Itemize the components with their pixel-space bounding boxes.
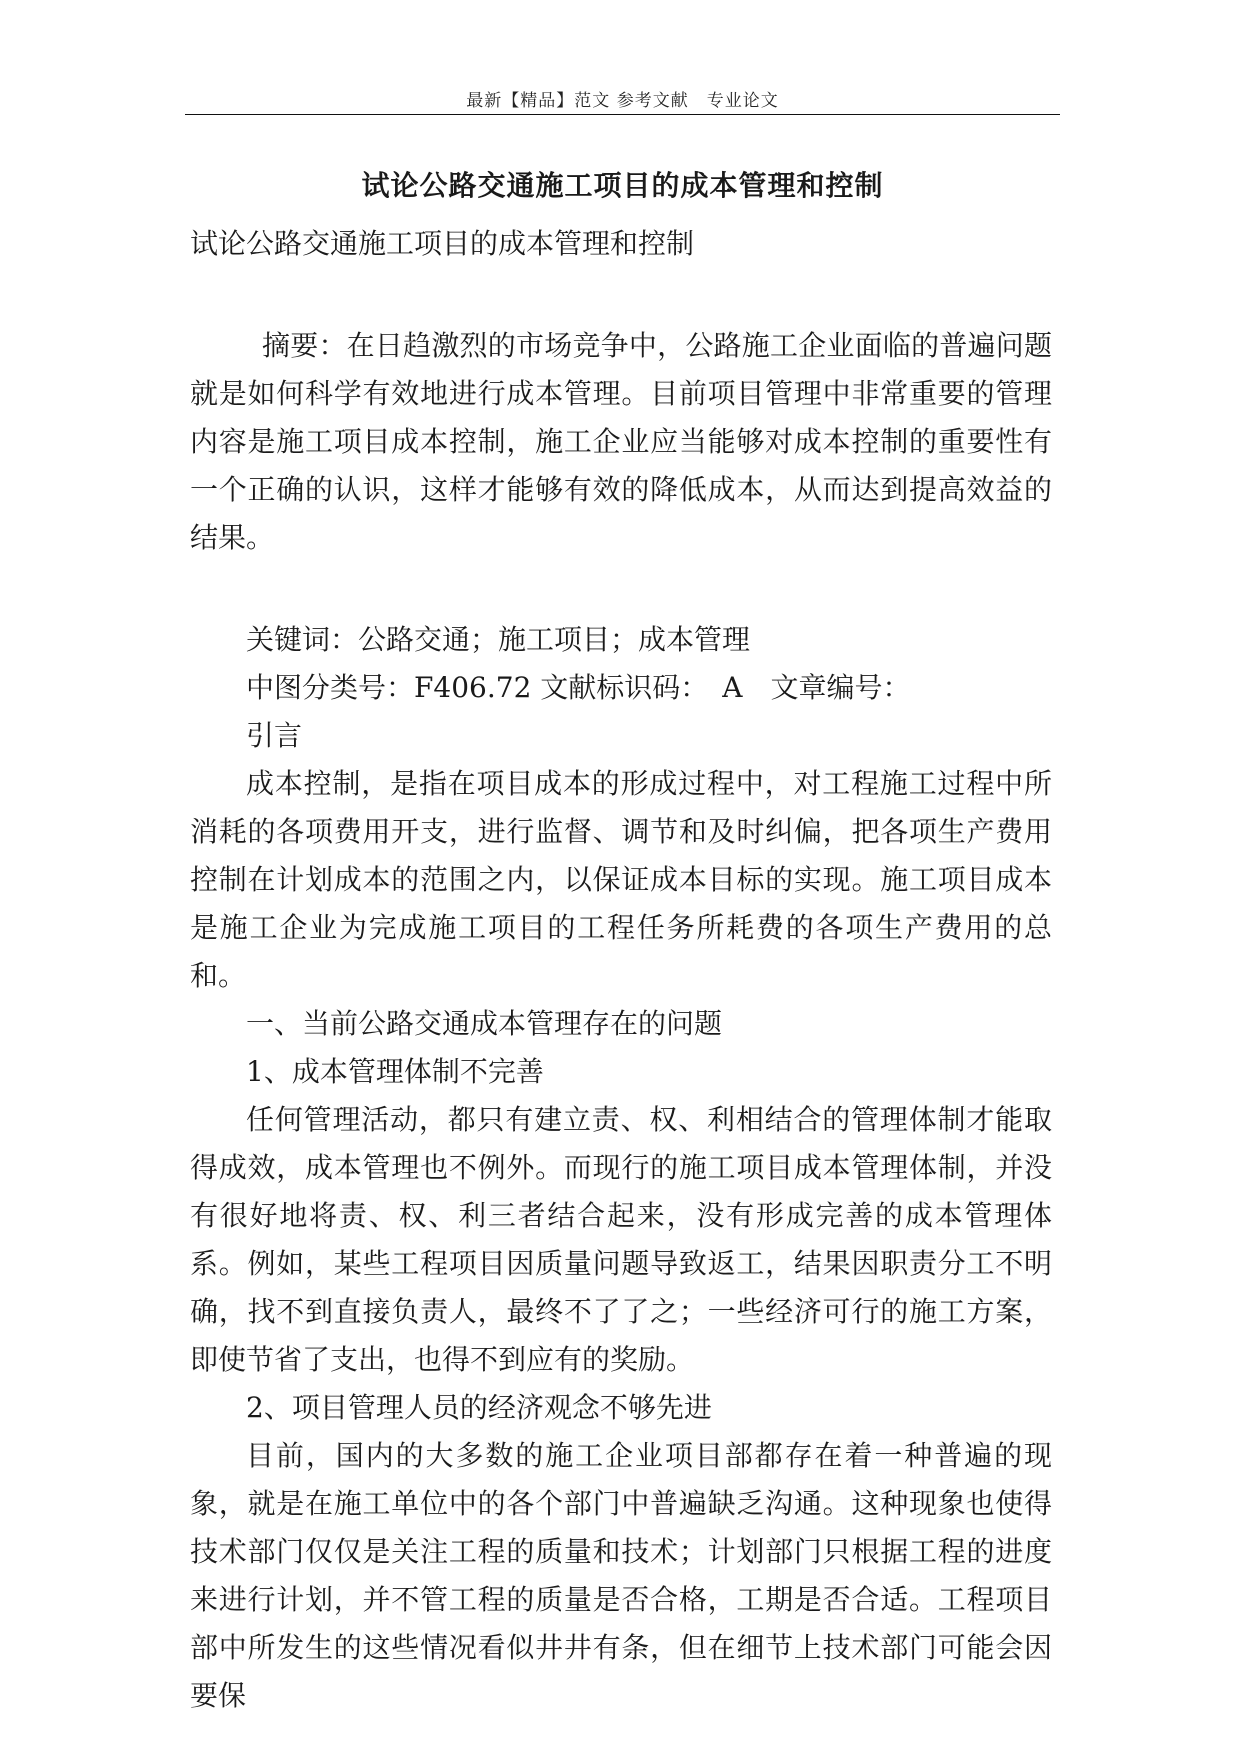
subsection-heading-2: 2、项目管理人员的经济观念不够先进 — [246, 1391, 712, 1424]
abstract-paragraph: 摘要：在日趋激烈的市场竞争中，公路施工企业面临的普遍问题就是如何科学有效地进行成本管理。目前项目管理中非常重要的管理内容是施工项目成本控制，施工企业应当能够对成本控制的重要性有一个正确的认识，这样才能够有效的降低成本，从而达到提高效益的结果。 — [190, 329, 1052, 554]
subtitle-line: 试论公路交通施工项目的成本管理和控制 — [190, 227, 695, 260]
subsection-paragraph-1: 任何管理活动，都只有建立责、权、利相结合的管理体制才能取得成效，成本管理也不例外。而现行的施工项目成本管理体制，并没有很好地将责、权、利三者结合起来，没有形成完善的成本管理体系。例如，某些工程项目因质量问题导致返工，结果因职责分工不明确，找不到直接负责人，最终不了了之；一些经济可行的施工方案，即使节省了支出，也得不到应有的奖励。 — [190, 1103, 1052, 1376]
section-heading-1: 一、当前公路交通成本管理存在的问题 — [246, 1007, 723, 1040]
subsection-heading-1: 1、成本管理体制不完善 — [246, 1055, 544, 1088]
document-title: 试论公路交通施工项目的成本管理和控制 — [361, 169, 884, 202]
header-divider — [185, 114, 1060, 115]
keywords-line: 关键词：公路交通；施工项目；成本管理 — [246, 623, 751, 656]
intro-paragraph: 成本控制，是指在项目成本的形成过程中，对工程施工过程中所消耗的各项费用开支，进行监督、调节和及时纠偏，把各项生产费用控制在计划成本的范围之内，以保证成本目标的实现。施工项目成本是施工企业为完成施工项目的工程任务所耗费的各项生产费用的总和。 — [190, 767, 1052, 992]
intro-heading: 引言 — [246, 719, 303, 752]
document-body — [190, 220, 1052, 1720]
classification-line: 中图分类号：F406.72 文献标识码： A 文章编号： — [246, 671, 911, 704]
page-header: 最新【精品】范文 参考文献 专业论文 — [466, 91, 779, 111]
subsection-paragraph-2: 目前，国内的大多数的施工企业项目部都存在着一种普遍的现象，就是在施工单位中的各个部门中普遍缺乏沟通。这种现象也使得技术部门仅仅是关注工程的质量和技术；计划部门只根据工程的进度来进行计划，并不管工程的质量是否合格，工期是否合适。工程项目部中所发生的这些情况看似井井有条，但在细节上技术部门可能会因要保 — [190, 1439, 1052, 1712]
